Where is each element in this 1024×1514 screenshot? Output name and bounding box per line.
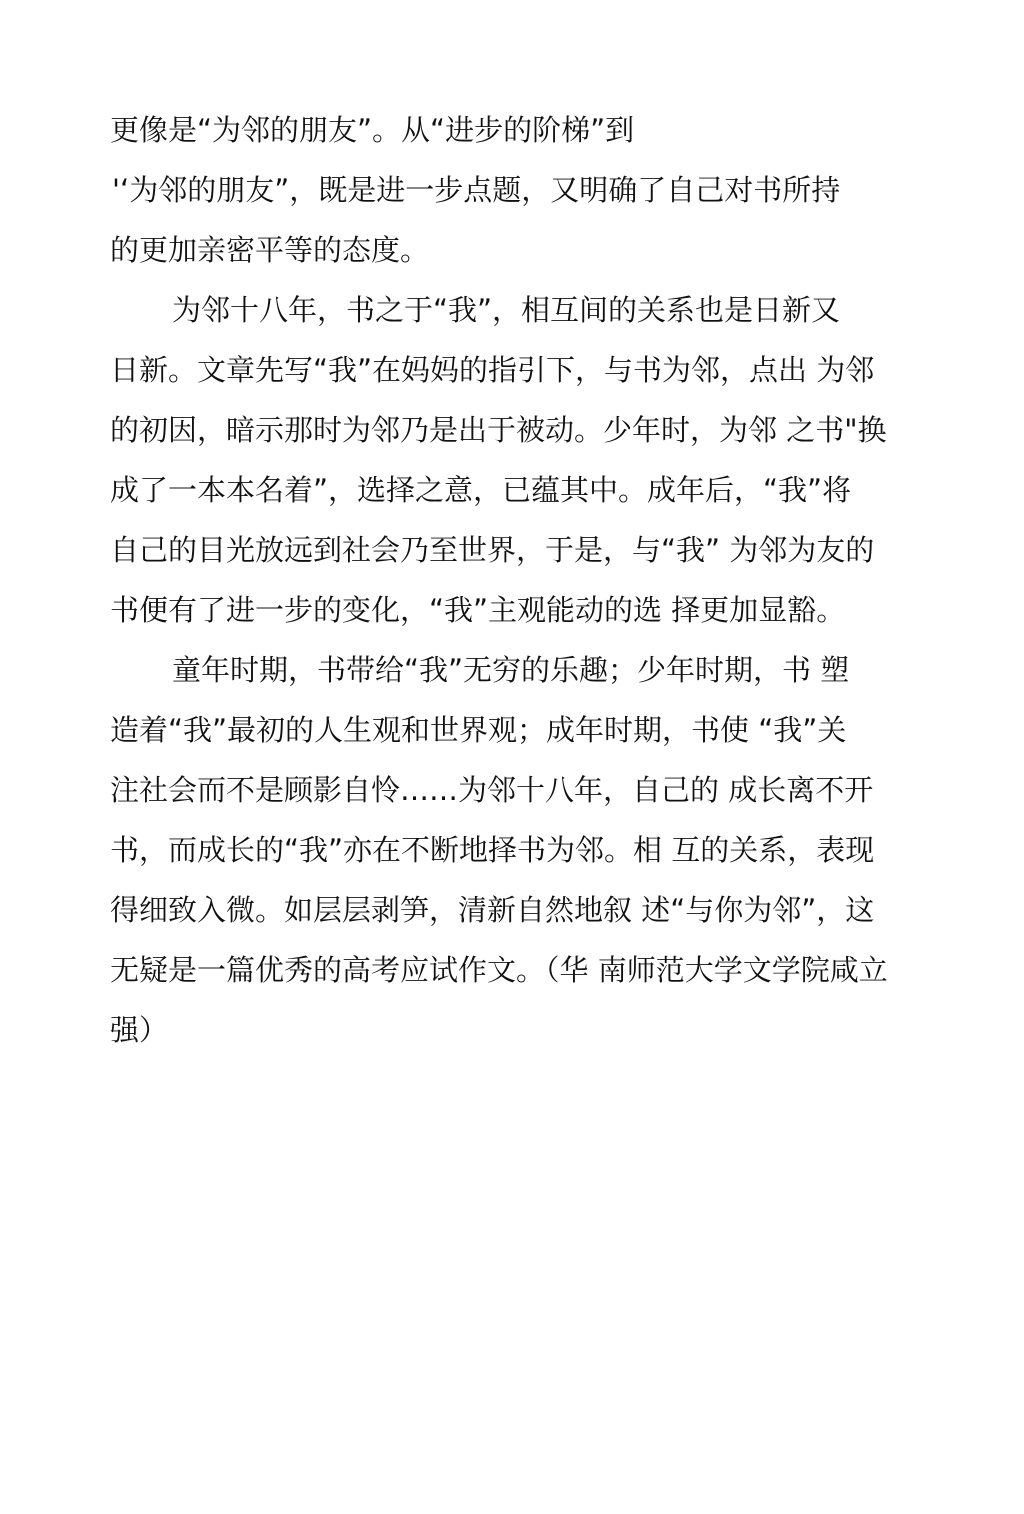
text-line: 的初因，暗示那时为邻乃是出于被动。少年时，为邻 之书"换 <box>110 413 887 447</box>
text-line: 书便有了进一步的变化，“我”主观能动的选 择更加显豁。 <box>110 593 846 627</box>
text-line: 无疑是一篇优秀的高考应试作文。（华 南师范大学文学院咸立 <box>110 953 888 987</box>
text-line: 日新。文章先写“我”在妈妈的指引下，与书为邻，点出 为邻 <box>110 353 875 387</box>
text-line: 童年时期，书带给“我”无穷的乐趣；少年时期，书 塑 <box>172 653 850 687</box>
text-line: 成了一本本名着”，选择之意，已蕴其中。成年后，“我”将 <box>110 473 852 507</box>
text-line: 更像是“为邻的朋友”。从“进步的阶梯”到 <box>110 113 635 147</box>
text-line: 书，而成长的“我”亦在不断地择书为邻。相 互的关系，表现 <box>110 833 875 867</box>
text-line: 强） <box>110 1013 169 1047</box>
text-line: '‘为邻的朋友”，既是进一步点题，又明确了自己对书所持 <box>112 173 841 207</box>
text-line: 造着“我”最初的人生观和世界观；成年时期，书使 “我”关 <box>110 713 847 747</box>
text-line: 注社会而不是顾影自怜……为邻十八年，自己的 成长离不开 <box>110 773 874 807</box>
text-line: 的更加亲密平等的态度。 <box>110 233 430 267</box>
text-line: 为邻十八年，书之于“我”，相互间的关系也是日新又 <box>172 293 841 327</box>
text-line: 自己的目光放远到社会乃至世界，于是，与“我” 为邻为友的 <box>110 533 875 567</box>
text-line: 得细致入微。如层层剥笋，清新自然地叙 述“与你为邻”，这 <box>110 893 875 927</box>
